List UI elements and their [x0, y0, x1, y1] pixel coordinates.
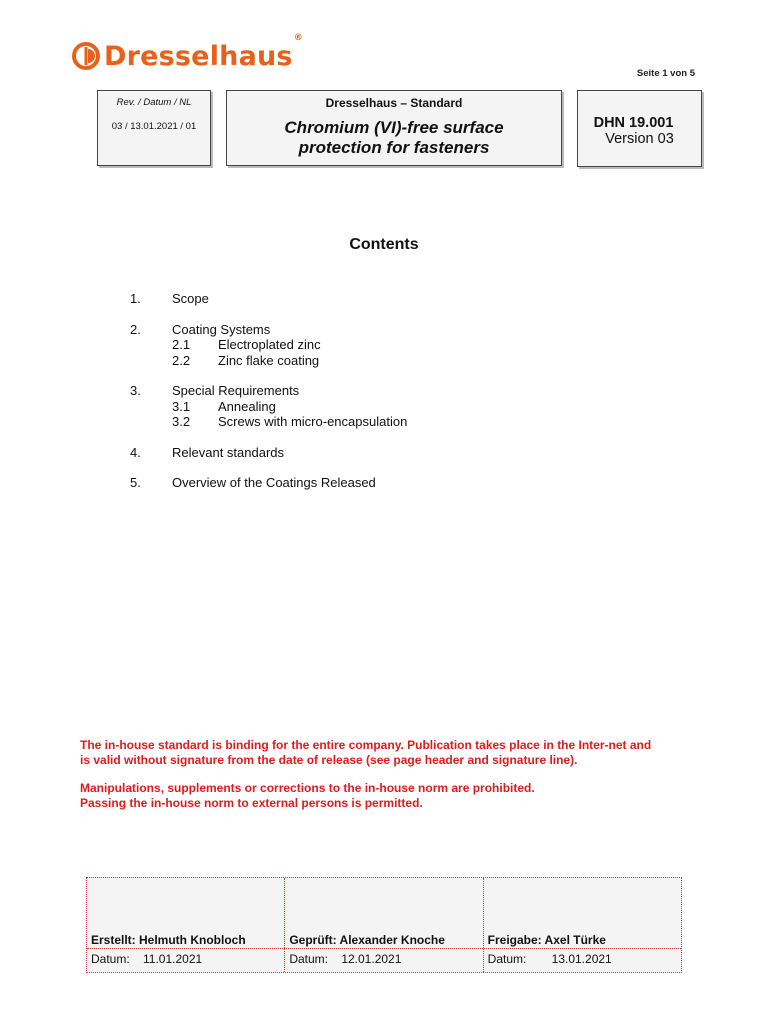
document-title: Chromium (VI)-free surface protection for fasteners	[284, 118, 504, 157]
signature-released: Freigabe: Axel Türke Datum: 13.01.2021	[487, 933, 612, 966]
revision-value: 03 / 13.01.2021 / 01	[111, 121, 197, 132]
toc-item-label: Scope	[172, 291, 209, 306]
standard-label: Dresselhaus – Standard	[325, 96, 463, 110]
toc-subitem: 3.1 Annealing	[172, 398, 276, 414]
company-logo	[72, 32, 303, 74]
toc-item-label: Overview of the Coatings Released	[172, 475, 376, 490]
signature-created: Erstellt: Helmuth Knobloch Datum: 11.01.2021	[87, 878, 285, 972]
toc-item: 2. Coating Systems 2.1 Electroplated zinc 2.2 Zinc flake coating	[130, 322, 407, 369]
signature-role: Erstellt: Helmuth Knobloch	[91, 933, 246, 947]
title-box	[226, 90, 562, 166]
contents-heading: Contents	[349, 236, 419, 253]
toc-subitem: 3.2 Screws with micro-encapsulation	[172, 414, 408, 429]
signature-date: 12.01.2021	[341, 952, 402, 966]
toc-item: 5. Overview of the Coatings Released	[130, 475, 376, 490]
toc-subitem: 2.2 Zinc flake coating	[172, 352, 320, 368]
revision-box	[97, 90, 211, 166]
toc-item: 4. Relevant standards	[130, 444, 285, 460]
table-of-contents	[130, 291, 407, 506]
toc-subitem: 2.1 Electroplated zinc	[172, 337, 321, 352]
signature-checked: Geprüft: Alexander Knoche Datum: 12.01.2021	[285, 878, 483, 972]
toc-item-label: Relevant standards	[172, 444, 285, 460]
toc-item-label: Special Requirements	[172, 383, 300, 398]
document-number: DHN 19.001	[593, 115, 674, 131]
logo-wordmark: Dresselhaus®	[104, 32, 303, 72]
signature-date: 11.01.2021	[143, 952, 203, 966]
notice-paragraph: The in-house standard is binding for the entire company. Publication takes place in the Inter-net and is valid without signature from the date of release (see page header and signature line).	[80, 738, 652, 767]
signature-role: Freigabe: Axel Türke	[487, 933, 606, 947]
revision-label: Rev. / Datum / NL	[116, 97, 192, 108]
notice-paragraph: Manipulations, supplements or corrections to the in-house norm are prohibited. Passing the in-house norm to external persons is permitted.	[80, 781, 535, 810]
signature-date: 13.01.2021	[551, 952, 612, 966]
binding-notice	[80, 738, 660, 824]
toc-item: 3. Special Requirements 3.1 Annealing 3.2 Screws with micro-encapsulation	[130, 383, 408, 429]
document-number-box	[577, 90, 702, 167]
signature-role: Geprüft: Alexander Knoche	[289, 933, 445, 947]
toc-item: 1. Scope	[130, 291, 209, 306]
document-version: Version 03	[605, 131, 674, 147]
signature-block	[86, 877, 682, 973]
dresselhaus-logo-icon	[72, 42, 100, 70]
page-number: Seite 1 von 5	[636, 68, 695, 79]
toc-item-label: Coating Systems	[172, 321, 271, 337]
